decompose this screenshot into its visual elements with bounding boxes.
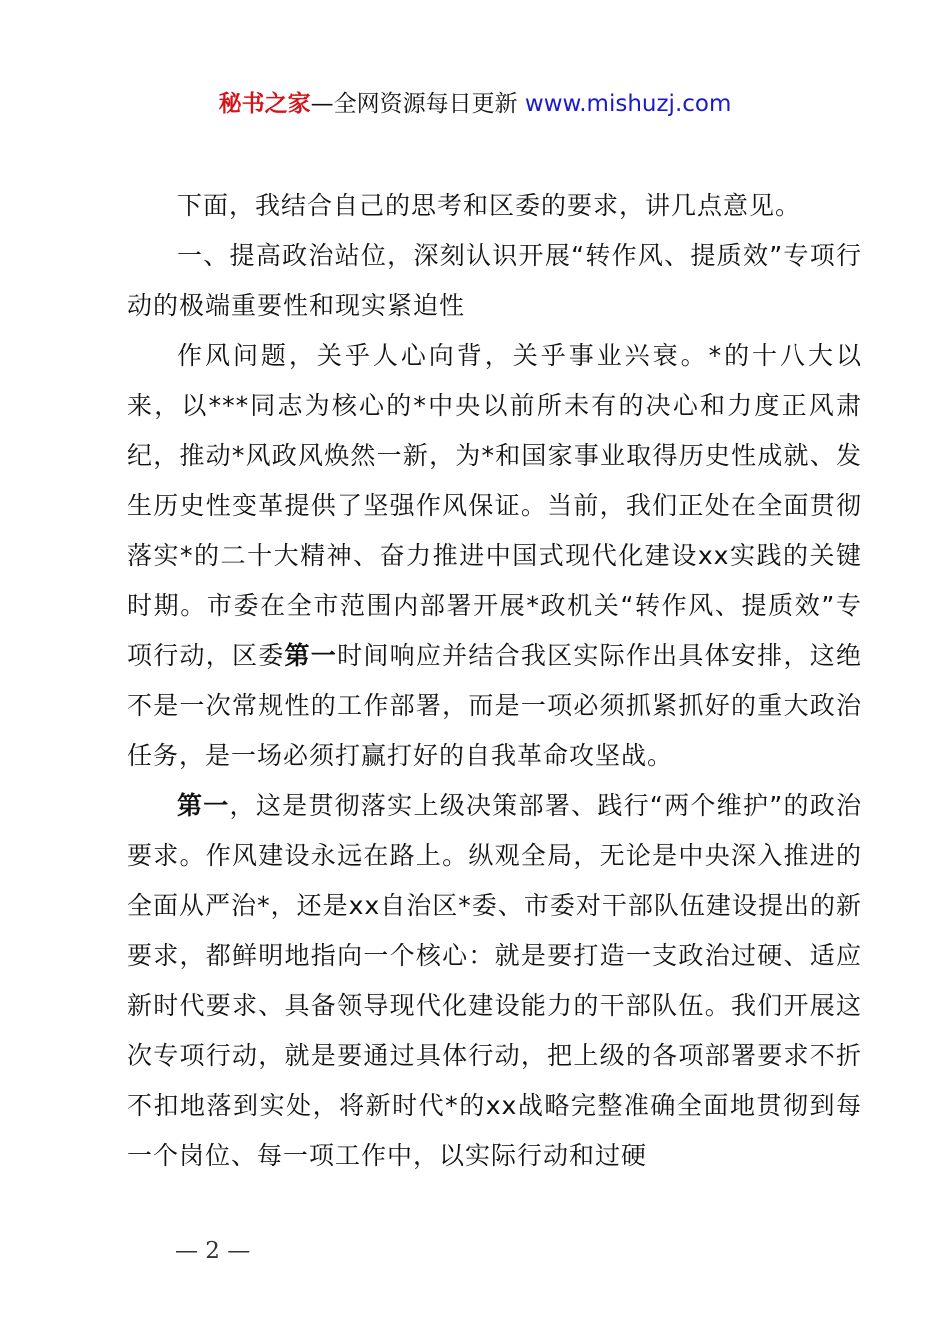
paragraph-background	[127, 331, 862, 781]
page-number: — 2 —	[175, 1238, 251, 1264]
site-header	[0, 88, 950, 120]
paragraph-intro: 下面，我结合自己的思考和区委的要求，讲几点意见。	[177, 191, 802, 220]
site-tagline: —全网资源每日更新	[310, 91, 525, 117]
site-brand: 秘书之家	[218, 91, 311, 117]
point-label: 第一	[177, 791, 230, 820]
paragraph-point-1	[127, 781, 862, 1181]
paragraph-text: 时间响应并结合我区实际作出具体安排，这绝不是一次常规性的工作部署，而是一项必须抓紧抓好的重大政治任务，是一场必须打赢打好的自我革命攻坚战。	[127, 641, 862, 770]
section-heading-1: 一、提高政治站位，深刻认识开展“转作风、提质效”专项行动的极端重要性和现实紧迫性	[127, 241, 862, 320]
bold-text: 第一	[284, 641, 338, 670]
document-body	[127, 181, 862, 1181]
paragraph-text: ，这是贯彻落实上级决策部署、践行“两个维护”的政治要求。作风建设永远在路上。纵观全局，无论是中央深入推进的全面从严治*，还是xx自治区*委、市委对干部队伍建设提出的新要求，都鲜明地指向一个核心：就是要打造一支政治过硬、适应新时代要求、具备领导现代化建设能力的干部队伍。我们开展这次专项行动，就是要通过具体行动，把上级的各项部署要求不折不扣地落到实处，将新时代*的xx战略完整准确全面地贯彻到每一个岗位、每一项工作中，以实际行动和过硬	[127, 791, 862, 1170]
site-url-link[interactable]: www.mishuzj.com	[524, 91, 732, 117]
paragraph-text: 作风问题，关乎人心向背，关乎事业兴衰。*的十八大以来，以***同志为核心的*中央以前所未有的决心和力度正风肃纪，推动*风政风焕然一新，为*和国家事业取得历史性成就、发生历史性变革提供了坚强作风保证。当前，我们正处在全面贯彻落实*的二十大精神、奋力推进中国式现代化建设xx实践的关键时期。市委在全市范围内部署开展*政机关“转作风、提质效”专项行动，区委	[127, 341, 862, 670]
